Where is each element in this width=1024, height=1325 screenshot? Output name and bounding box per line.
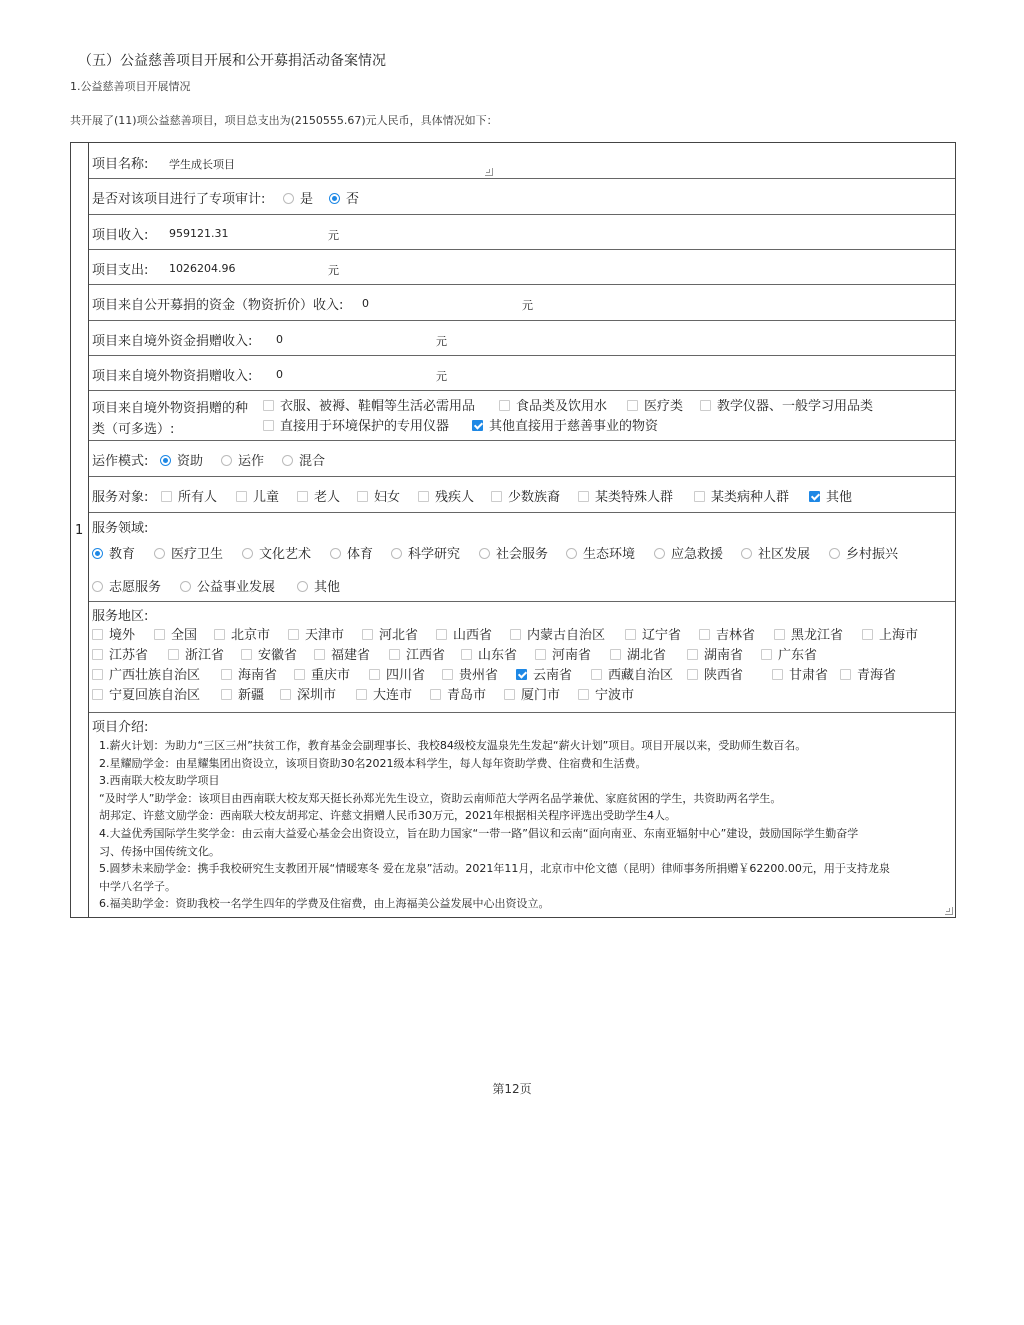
region-option-label: 西藏自治区	[608, 668, 674, 683]
checkbox-icon	[314, 649, 325, 660]
target-option[interactable]	[357, 486, 400, 505]
region-option-label: 青海省	[857, 668, 897, 683]
region-option-label: 云南省	[533, 668, 573, 683]
intro-line: 中学八名学子。	[99, 879, 176, 893]
checkbox-icon	[92, 649, 103, 660]
region-option-label: 宁夏回族自治区	[109, 688, 201, 703]
region-option-label: 全国	[171, 628, 198, 643]
target-option[interactable]	[161, 486, 217, 505]
region-option[interactable]	[369, 664, 425, 683]
field-option[interactable]	[391, 543, 460, 562]
checkbox-checked-icon	[472, 420, 483, 431]
field-label: 服务领域:	[92, 521, 149, 536]
region-option[interactable]	[288, 624, 344, 643]
field-option-label: 教育	[109, 547, 136, 562]
region-option[interactable]	[214, 624, 270, 643]
checkbox-icon	[418, 491, 429, 502]
field-option-label: 医疗卫生	[171, 547, 224, 562]
checkbox-icon	[862, 629, 873, 640]
region-option-label: 湖南省	[704, 648, 744, 663]
region-option[interactable]	[221, 684, 264, 703]
radio-selected-icon	[92, 548, 103, 559]
checkbox-icon	[687, 669, 698, 680]
expense-input[interactable]: 1026204.96	[169, 262, 236, 275]
field-option[interactable]	[330, 543, 373, 562]
checkbox-icon	[442, 669, 453, 680]
region-option-label: 上海市	[879, 628, 919, 643]
textarea-resize-handle[interactable]	[485, 168, 493, 176]
income-label: 项目收入:	[92, 228, 149, 243]
region-option-label: 山东省	[478, 648, 518, 663]
page-number: 第12页	[492, 1082, 532, 1096]
target-option[interactable]	[297, 486, 340, 505]
field-option[interactable]	[566, 543, 635, 562]
intro-line: 4.大益优秀国际学生奖学金：由云南大益爱心基金会出资设立，旨在助力国家“一带一路”倡议和云南“面向南亚、东南亚辐射中心”建设，鼓励国际学生勤奋学	[99, 827, 859, 840]
region-option-label: 厦门市	[521, 688, 561, 703]
radio-icon	[566, 548, 577, 559]
field-option[interactable]	[242, 543, 311, 562]
field-option[interactable]	[654, 543, 723, 562]
overseas-goods-unit: 元	[436, 370, 447, 383]
overseas-goods-input[interactable]: 0	[276, 368, 283, 381]
region-option[interactable]	[362, 624, 418, 643]
expense-row	[89, 250, 955, 285]
region-option-label: 广东省	[778, 648, 818, 663]
radio-icon	[282, 455, 293, 466]
region-option-label: 贵州省	[459, 668, 499, 683]
radio-icon	[154, 548, 165, 559]
checkbox-icon	[92, 669, 103, 680]
radio-icon	[741, 548, 752, 559]
radio-icon	[391, 548, 402, 559]
project-name-row	[89, 143, 955, 179]
checkbox-icon	[774, 629, 785, 640]
target-option[interactable]	[694, 486, 789, 505]
checkbox-icon	[591, 669, 602, 680]
region-option-label: 湖北省	[627, 648, 667, 663]
checkbox-icon	[362, 629, 373, 640]
field-option[interactable]	[829, 543, 898, 562]
radio-icon	[92, 581, 103, 592]
field-option[interactable]	[741, 543, 810, 562]
region-option[interactable]	[687, 644, 743, 663]
region-option-label: 重庆市	[311, 668, 351, 683]
intro-line: 6.福美助学金：资助我校一名学生四年的学费及住宿费，由上海福美公益发展中心出资设立。	[99, 897, 550, 911]
checkbox-icon	[610, 649, 621, 660]
target-option[interactable]	[418, 486, 474, 505]
target-option-label: 某类病种人群	[711, 490, 790, 505]
textarea-resize-handle[interactable]	[945, 907, 953, 915]
checkbox-icon	[369, 669, 380, 680]
target-option-label: 少数族裔	[508, 490, 561, 505]
checkbox-icon	[92, 689, 103, 700]
region-option[interactable]	[625, 624, 681, 643]
region-option[interactable]	[241, 644, 297, 663]
target-option[interactable]	[578, 486, 673, 505]
checkbox-icon	[499, 400, 510, 411]
goods-type-option[interactable]	[700, 395, 873, 414]
income-row	[89, 215, 955, 250]
field-option[interactable]	[297, 576, 340, 595]
region-label: 服务地区:	[92, 609, 149, 624]
region-option[interactable]	[687, 664, 743, 683]
target-option[interactable]	[491, 486, 560, 505]
region-option-label: 大连市	[373, 688, 413, 703]
checkbox-icon	[214, 629, 225, 640]
checkbox-icon	[221, 669, 232, 680]
checkbox-icon	[221, 689, 232, 700]
region-option-label: 辽宁省	[642, 628, 682, 643]
field-option[interactable]	[479, 543, 548, 562]
audit-row	[89, 179, 955, 215]
field-option-label: 社区发展	[758, 547, 811, 562]
target-row	[89, 477, 955, 513]
region-option[interactable]	[430, 684, 486, 703]
project-record-table	[70, 142, 956, 918]
radio-icon	[479, 548, 490, 559]
goods-type-option-label: 教学仪器、一般学习用品类	[717, 399, 874, 414]
public-fund-unit: 元	[522, 299, 533, 312]
goods-type-option-label: 医疗类	[644, 399, 684, 414]
field-option-label: 体育	[347, 547, 374, 562]
region-option[interactable]	[774, 624, 843, 643]
radio-icon	[221, 455, 232, 466]
checkbox-icon	[840, 669, 851, 680]
checkbox-icon	[288, 629, 299, 640]
field-option[interactable]	[180, 576, 275, 595]
row-index: 1	[75, 523, 84, 538]
goods-type-option[interactable]	[263, 415, 449, 434]
overseas-fund-input[interactable]: 0	[276, 333, 283, 346]
checkbox-icon	[510, 629, 521, 640]
checkbox-icon	[430, 689, 441, 700]
checkbox-icon	[161, 491, 172, 502]
checkbox-icon	[687, 649, 698, 660]
region-option[interactable]	[221, 664, 277, 683]
checkbox-checked-icon	[516, 669, 527, 680]
overseas-fund-label: 项目来自境外资金捐赠收入:	[92, 334, 253, 349]
goods-type-option-label: 其他直接用于慈善事业的物资	[489, 419, 659, 434]
radio-icon	[242, 548, 253, 559]
checkbox-icon	[92, 629, 103, 640]
expense-label: 项目支出:	[92, 263, 149, 278]
region-option[interactable]	[461, 644, 517, 663]
checkbox-icon	[280, 689, 291, 700]
region-option-label: 陕西省	[704, 668, 744, 683]
field-option[interactable]	[92, 576, 161, 595]
region-option[interactable]	[314, 644, 370, 663]
sub-title: 1.公益慈善项目开展情况	[70, 80, 191, 93]
region-option[interactable]	[578, 684, 634, 703]
public-fund-input[interactable]: 0	[362, 297, 369, 310]
radio-icon	[283, 193, 294, 204]
audit-option-no[interactable]	[329, 188, 359, 207]
overseas-fund-row	[89, 321, 955, 356]
public-fund-label: 项目来自公开募捐的资金（物资折价）收入:	[92, 298, 344, 313]
target-option-label: 所有人	[178, 490, 218, 505]
region-option-label: 黑龙江省	[791, 628, 844, 643]
checkbox-icon	[578, 689, 589, 700]
target-option-label: 妇女	[374, 490, 401, 505]
mode-option[interactable]	[221, 450, 264, 469]
checkbox-icon	[297, 491, 308, 502]
field-option-label: 公益事业发展	[197, 580, 276, 595]
region-option-label: 四川省	[386, 668, 426, 683]
mode-option-label: 资助	[177, 454, 204, 469]
checkbox-icon	[627, 400, 638, 411]
region-option-label: 甘肃省	[789, 668, 829, 683]
overseas-fund-unit: 元	[436, 335, 447, 348]
intro-line: 胡邦定、许慈文励学金：西南联大校友胡邦定、许慈文捐赠人民币30万元，2021年根据相关程序评选出受助学生4人。	[99, 809, 676, 823]
audit-option-yes[interactable]	[283, 188, 313, 207]
region-option[interactable]	[389, 644, 445, 663]
region-option-label: 江西省	[406, 648, 446, 663]
region-option-label: 北京市	[231, 628, 271, 643]
audit-option-label: 是	[300, 192, 314, 207]
field-option[interactable]	[154, 543, 223, 562]
checkbox-icon	[436, 629, 447, 640]
intro-line: 3.西南联大校友助学项目	[99, 774, 220, 788]
region-option[interactable]	[862, 624, 918, 643]
target-option-label: 残疾人	[435, 490, 475, 505]
region-option[interactable]	[510, 624, 605, 643]
region-option-label: 安徽省	[258, 648, 298, 663]
region-option-label: 天津市	[305, 628, 345, 643]
checkbox-icon	[294, 669, 305, 680]
summary-text: 共开展了(11)项公益慈善项目，项目总支出为(2150555.67)元人民币，具体情况如下：	[70, 114, 498, 127]
region-option-label: 深圳市	[297, 688, 337, 703]
goods-type-option[interactable]	[472, 415, 658, 434]
goods-type-label-line2: 类（可多选）:	[92, 422, 175, 437]
region-option-label: 山西省	[453, 628, 493, 643]
radio-icon	[330, 548, 341, 559]
region-option-label: 新疆	[238, 688, 265, 703]
region-option[interactable]	[535, 644, 591, 663]
goods-type-option-label: 衣服、被褥、鞋帽等生活必需用品	[280, 399, 476, 414]
checkbox-icon	[535, 649, 546, 660]
mode-row	[89, 441, 955, 477]
region-option-label: 浙江省	[185, 648, 225, 663]
region-option[interactable]	[761, 644, 817, 663]
overseas-goods-label: 项目来自境外物资捐赠收入:	[92, 369, 253, 384]
region-option[interactable]	[504, 684, 560, 703]
region-option[interactable]	[154, 624, 197, 643]
mode-option[interactable]	[282, 450, 325, 469]
region-option-label: 江苏省	[109, 648, 149, 663]
checkbox-icon	[357, 491, 368, 502]
radio-icon	[297, 581, 308, 592]
region-option[interactable]	[699, 624, 755, 643]
checkbox-icon	[578, 491, 589, 502]
region-option[interactable]	[442, 664, 498, 683]
audit-option-label: 否	[346, 192, 360, 207]
checkbox-icon	[154, 629, 165, 640]
region-option[interactable]	[294, 664, 350, 683]
target-option-label: 儿童	[253, 490, 280, 505]
region-option-label: 海南省	[238, 668, 278, 683]
intro-line: “及时学人”助学金：该项目由西南联大校友郑天挺长孙郑光先生设立，资助云南师范大学两名品学兼优、家庭贫困的学生，共资助两名学生。	[99, 791, 782, 805]
checkbox-icon	[168, 649, 179, 660]
public-fund-row	[89, 285, 955, 321]
region-option-label: 河北省	[379, 628, 419, 643]
income-input[interactable]: 959121.31	[169, 227, 229, 240]
project-name-input[interactable]: 学生成长项目	[169, 158, 235, 171]
checkbox-icon	[491, 491, 502, 502]
checkbox-icon	[504, 689, 515, 700]
expense-unit: 元	[328, 264, 339, 277]
region-option[interactable]	[840, 664, 896, 683]
goods-type-option[interactable]	[263, 395, 475, 414]
field-option-label: 文化艺术	[259, 547, 312, 562]
index-column	[71, 143, 89, 917]
intro-line: 5.圆梦未来励学金：携手我校研究生支教团开展“情暖寒冬 爱在龙泉”活动。2021年11月，北京市中伦文德（昆明）律师事务所捐赠￥62200.00元，用于支持龙泉	[99, 862, 890, 876]
region-option-label: 宁波市	[595, 688, 635, 703]
project-name-label: 项目名称:	[92, 157, 149, 172]
goods-type-option[interactable]	[499, 395, 607, 414]
region-option-label: 吉林省	[716, 628, 756, 643]
region-option[interactable]	[280, 684, 336, 703]
mode-option[interactable]	[160, 450, 203, 469]
region-option[interactable]	[92, 624, 135, 643]
audit-label: 是否对该项目进行了专项审计:	[92, 192, 266, 207]
section-title: （五）公益慈善项目开展和公开募捐活动备案情况	[78, 53, 386, 69]
region-option[interactable]	[92, 664, 200, 683]
checkbox-icon	[236, 491, 247, 502]
region-option-label: 境外	[109, 628, 136, 643]
radio-selected-icon	[160, 455, 171, 466]
checkbox-icon	[625, 629, 636, 640]
target-label: 服务对象:	[92, 490, 149, 505]
region-option[interactable]	[591, 664, 673, 683]
region-option[interactable]	[356, 684, 412, 703]
goods-type-option-label: 直接用于环境保护的专用仪器	[280, 419, 450, 434]
intro-line: 2.星耀励学金：由星耀集团出资设立，该项目资助30名2021级本科学生，每人每年资助学费、住宿费和生活费。	[99, 756, 647, 770]
target-option[interactable]	[809, 486, 852, 505]
radio-icon	[180, 581, 191, 592]
field-option-label: 应急救援	[671, 547, 724, 562]
region-option-label: 广西壮族自治区	[109, 668, 201, 683]
overseas-goods-row	[89, 356, 955, 391]
field-option-label: 乡村振兴	[846, 547, 899, 562]
intro-line: 习、传扬中国传统文化。	[99, 844, 220, 858]
checkbox-icon	[263, 400, 274, 411]
checkbox-icon	[694, 491, 705, 502]
checkbox-icon	[263, 420, 274, 431]
region-option[interactable]	[610, 644, 666, 663]
region-option[interactable]	[168, 644, 224, 663]
checkbox-checked-icon	[809, 491, 820, 502]
checkbox-icon	[699, 629, 710, 640]
radio-icon	[654, 548, 665, 559]
region-option-label: 内蒙古自治区	[527, 628, 606, 643]
checkbox-icon	[241, 649, 252, 660]
checkbox-icon	[772, 669, 783, 680]
region-option[interactable]	[92, 644, 148, 663]
goods-type-label-line1: 项目来自境外物资捐赠的种	[92, 401, 249, 416]
field-option-label: 社会服务	[496, 547, 549, 562]
target-option-label: 某类特殊人群	[595, 490, 674, 505]
field-option-label: 其他	[314, 580, 341, 595]
intro-row	[89, 713, 955, 917]
target-option-label: 老人	[314, 490, 341, 505]
mode-option-label: 运作	[238, 454, 265, 469]
field-row	[89, 513, 955, 602]
mode-option-label: 混合	[299, 454, 326, 469]
field-option-label: 志愿服务	[109, 580, 162, 595]
target-option[interactable]	[236, 486, 279, 505]
region-option[interactable]	[436, 624, 492, 643]
checkbox-icon	[761, 649, 772, 660]
goods-type-option[interactable]	[627, 395, 683, 414]
region-row	[89, 602, 955, 713]
field-option-label: 科学研究	[408, 547, 461, 562]
checkbox-icon	[356, 689, 367, 700]
region-option[interactable]	[92, 684, 200, 703]
checkbox-icon	[389, 649, 400, 660]
goods-type-option-label: 食品类及饮用水	[516, 399, 608, 414]
checkbox-icon	[700, 400, 711, 411]
intro-label: 项目介绍:	[92, 720, 149, 735]
goods-type-row	[89, 391, 955, 441]
region-option[interactable]	[516, 664, 572, 683]
income-unit: 元	[328, 229, 339, 242]
field-option-label: 生态环境	[583, 547, 636, 562]
radio-icon	[829, 548, 840, 559]
radio-selected-icon	[329, 193, 340, 204]
mode-label: 运作模式:	[92, 454, 149, 469]
intro-line: 1.薪火计划：为助力“三区三州”扶贫工作，教育基金会副理事长、我校84级校友温泉先生发起“薪火计划”项目。项目开展以来，受助师生数百名。	[99, 739, 807, 752]
region-option-label: 青岛市	[447, 688, 487, 703]
field-option[interactable]	[92, 543, 135, 562]
checkbox-icon	[461, 649, 472, 660]
target-option-label: 其他	[826, 490, 853, 505]
region-option-label: 河南省	[552, 648, 592, 663]
region-option[interactable]	[772, 664, 828, 683]
region-option-label: 福建省	[331, 648, 371, 663]
